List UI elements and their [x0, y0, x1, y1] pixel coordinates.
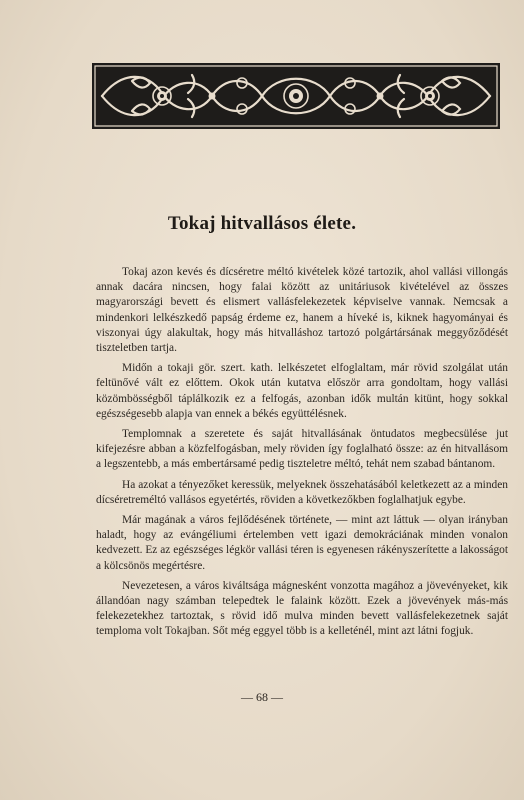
paragraph: Midőn a tokaji gör. szert. kath. lelkészetet elfoglaltam, már rövid szolgálat után feltünővé vált ez előttem. Okok után kutatva először arra gondoltam, hogy vallási közömbösségből táplálkozik ez a felfogás, azonban idők multán kitünt, hogy sokkal egészségesebb alapja van ennek a békés együttélésnek. [96, 362, 508, 420]
paragraph: Tokaj azon kevés és dícséretre méltó kivételek közé tartozik, ahol vallási villongás annak dacára nincsen, hogy falai között az unitáriusok kivételével az összes magyarországi bevett és elismert vallásfelekezetek képviselve vannak. Nemcsak a mindenkori lelkészkedő papság érdeme ez, hanem a híveké is, kiknek hagyományai és viszonyai úgy alakultak, hogy más hitvalláshoz tartozó polgártársának meggyőződését tiszteletben tartja. [96, 266, 508, 355]
page-title: Tokaj hitvallásos élete. [167, 213, 357, 234]
floral-ornament-icon [92, 63, 500, 129]
paragraph: Már magának a város fejlődésének története, — mint azt láttuk — olyan irányban haladt, hogy az evángéliumi értelemben vett igazi demokráciának minden vonalon kedvezett. Ez az egészséges légkör vallási téren is egyenesen rákényszerítette a lakosságot a kölcsönös megértésre. [96, 514, 508, 572]
paragraph: Templomnak a szeretete és saját hitvallásának öntudatos megbecsülése jut kifejezésre abban a közfelfogásban, mely röviden így foglalható össze: az én hitvallásom a legszentebb, a más embertársamé pedig tiszteletre méltó, tehát nem szabad bántanom. [96, 428, 508, 471]
page-number: — 68 — [241, 690, 283, 704]
body-text [96, 265, 508, 645]
paragraph: Nevezetesen, a város kiváltsága mágnesként vonzotta magához a jövevényeket, kik állandóan nagy számban telepedtek le falaink között. Ezek a jövevények más-más felekezetekhez tartoztak, s rövid idő mulva minden bevett vallásfelekezetnek saját temploma volt Tokajban. Sőt még eggyel több is a kelleténél, mint azt látni fogjuk. [96, 579, 508, 638]
paragraph: Ha azokat a tényezőket keressük, melyeknek összehatásából keletkezett az a minden dícséretreméltó vallásos egyetértés, röviden a következőkben foglalhatjuk egybe. [96, 478, 508, 506]
